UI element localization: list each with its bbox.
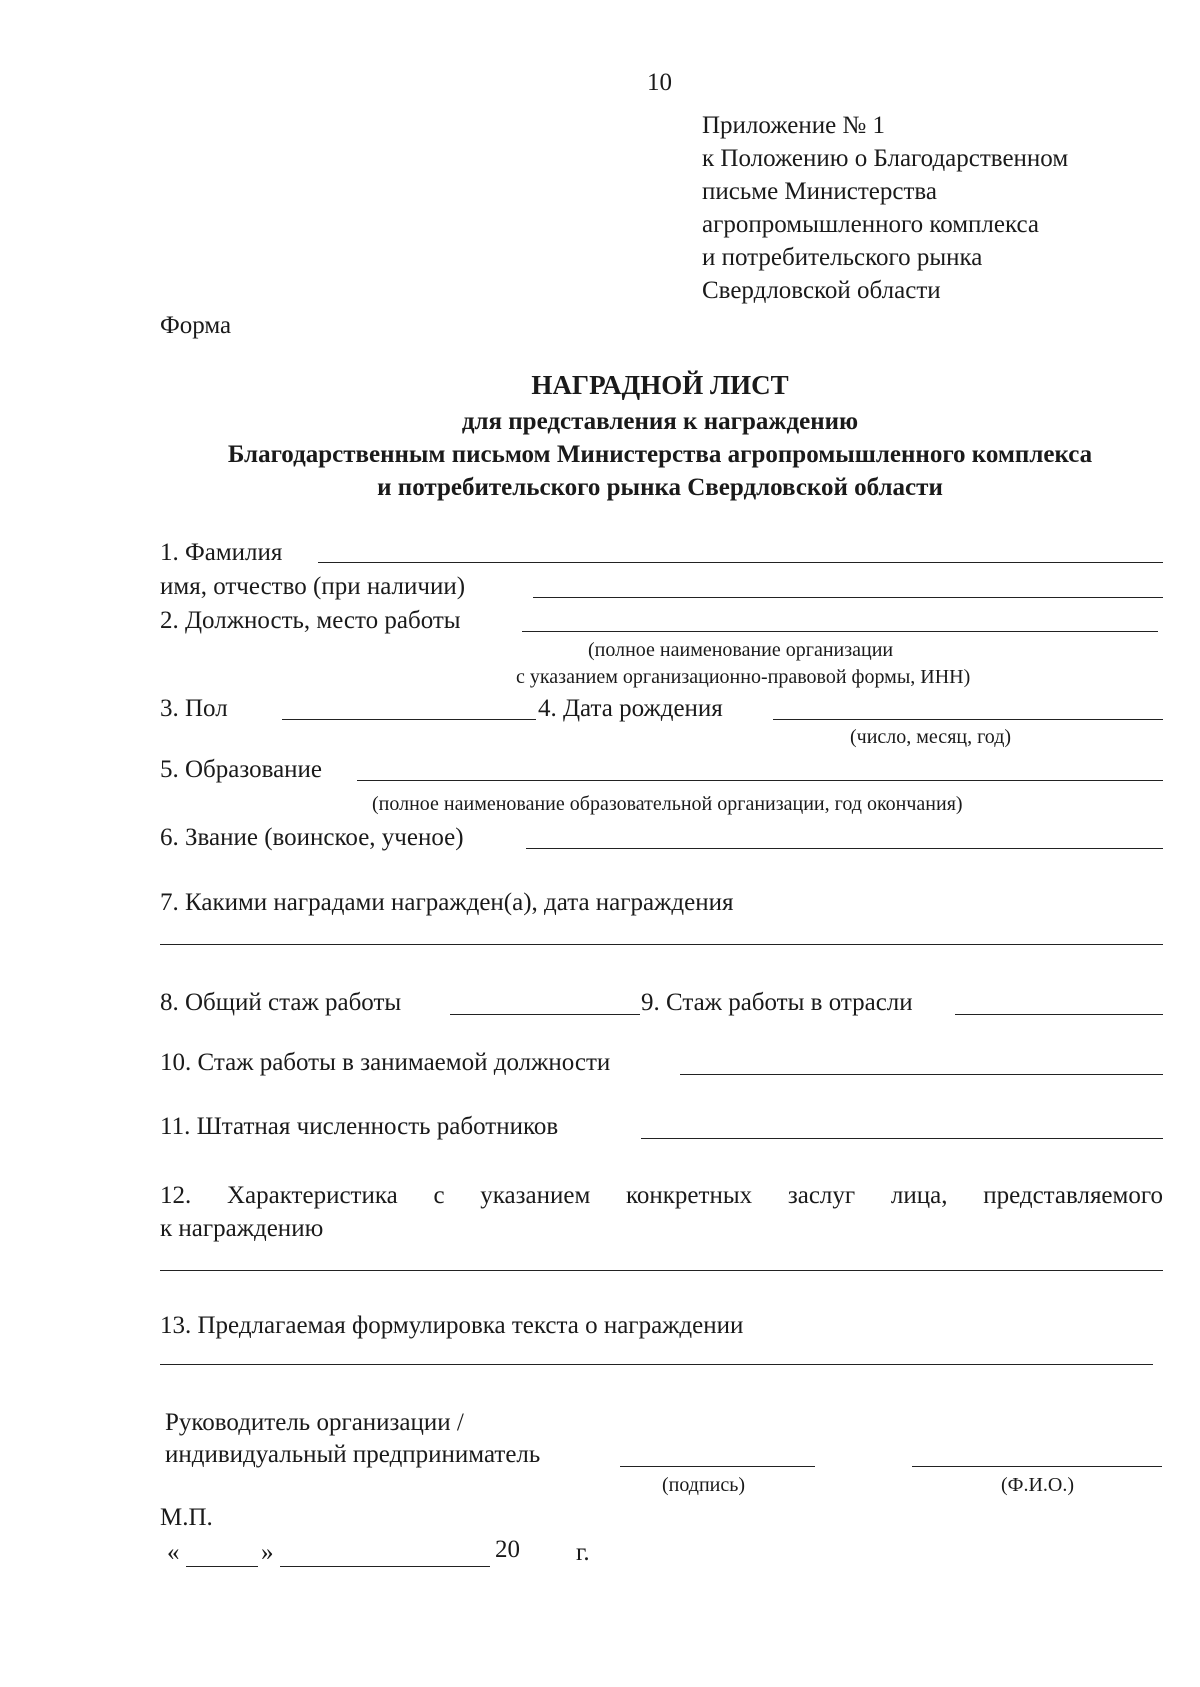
full-name-line[interactable] <box>912 1466 1162 1467</box>
field-4-line[interactable] <box>773 719 1163 720</box>
field-3-label: 3. Пол <box>160 695 228 722</box>
field-2-line[interactable] <box>522 631 1158 632</box>
signature-head-label: Руководитель организации / <box>165 1409 464 1436</box>
date-day-line[interactable] <box>186 1566 258 1567</box>
field-12-line[interactable] <box>160 1270 1163 1271</box>
field-6-line[interactable] <box>526 848 1163 849</box>
appendix-line: Приложение № 1 <box>702 112 886 139</box>
signature-line[interactable] <box>620 1466 815 1467</box>
appendix-line: Свердловской области <box>702 277 941 304</box>
field-11-label: 11. Штатная численность работников <box>160 1113 559 1140</box>
stamp-label: М.П. <box>160 1504 213 1531</box>
field-7-label: 7. Какими наградами награжден(а), дата награждения <box>160 889 734 916</box>
field-6-label: 6. Звание (воинское, ученое) <box>160 824 464 851</box>
date-quote-open: « <box>167 1539 180 1566</box>
field-5-label: 5. Образование <box>160 756 323 783</box>
field-8-label: 8. Общий стаж работы <box>160 989 402 1016</box>
field-9-line[interactable] <box>955 1014 1163 1015</box>
field-4-hint: (число, месяц, год) <box>850 726 1012 748</box>
field-10-label: 10. Стаж работы в занимаемой должности <box>160 1049 611 1076</box>
appendix-line: письме Министерства <box>702 178 937 205</box>
title-main: НАГРАДНОЙ ЛИСТ <box>531 370 789 400</box>
field-3-line[interactable] <box>282 719 536 720</box>
full-name-hint: (Ф.И.О.) <box>1001 1474 1075 1496</box>
field-5-hint: (полное наименование образовательной организации, год окончания) <box>372 793 963 815</box>
title-line: Благодарственным письмом Министерства агропромышленного комплекса <box>227 441 1093 468</box>
field-8-line[interactable] <box>450 1014 640 1015</box>
signature-head-label: индивидуальный предприниматель <box>165 1441 541 1468</box>
title-line: и потребительского рынка Свердловской области <box>377 474 943 501</box>
appendix-line: и потребительского рынка <box>702 244 983 271</box>
field-2-label: 2. Должность, место работы <box>160 607 461 634</box>
field-12-label: 12. Характеристика с указанием конкретных заслуг лица, представляемого <box>160 1182 1163 1209</box>
appendix-line: к Положению о Благодарственном <box>702 145 1069 172</box>
field-13-label: 13. Предлагаемая формулировка текста о награждении <box>160 1312 744 1339</box>
field-11-line[interactable] <box>641 1138 1163 1139</box>
field-9-label: 9. Стаж работы в отрасли <box>641 989 913 1016</box>
field-10-line[interactable] <box>680 1074 1163 1075</box>
date-year-suffix: г. <box>576 1539 590 1566</box>
signature-hint: (подпись) <box>662 1474 746 1496</box>
field-1b-line[interactable] <box>533 597 1163 598</box>
field-12-label-cont: к награждению <box>160 1215 324 1242</box>
field-2-hint: с указанием организационно-правовой формы, ИНН) <box>516 666 971 688</box>
field-1-line[interactable] <box>318 562 1163 563</box>
field-5-line[interactable] <box>357 780 1163 781</box>
date-month-line[interactable] <box>280 1566 490 1567</box>
form-label: Форма <box>160 312 232 339</box>
field-13-line[interactable] <box>160 1364 1153 1365</box>
field-1-label: 1. Фамилия <box>160 539 283 566</box>
date-year-prefix: 20 <box>495 1536 520 1563</box>
title-line: для представления к награждению <box>461 408 859 435</box>
field-4-label: 4. Дата рождения <box>538 695 723 722</box>
page-number: 10 <box>647 69 672 96</box>
date-quote-close: » <box>261 1539 274 1566</box>
appendix-line: агропромышленного комплекса <box>702 211 1040 238</box>
field-2-hint: (полное наименование организации <box>588 639 894 661</box>
field-1b-label: имя, отчество (при наличии) <box>160 573 466 600</box>
field-7-line[interactable] <box>160 944 1163 945</box>
